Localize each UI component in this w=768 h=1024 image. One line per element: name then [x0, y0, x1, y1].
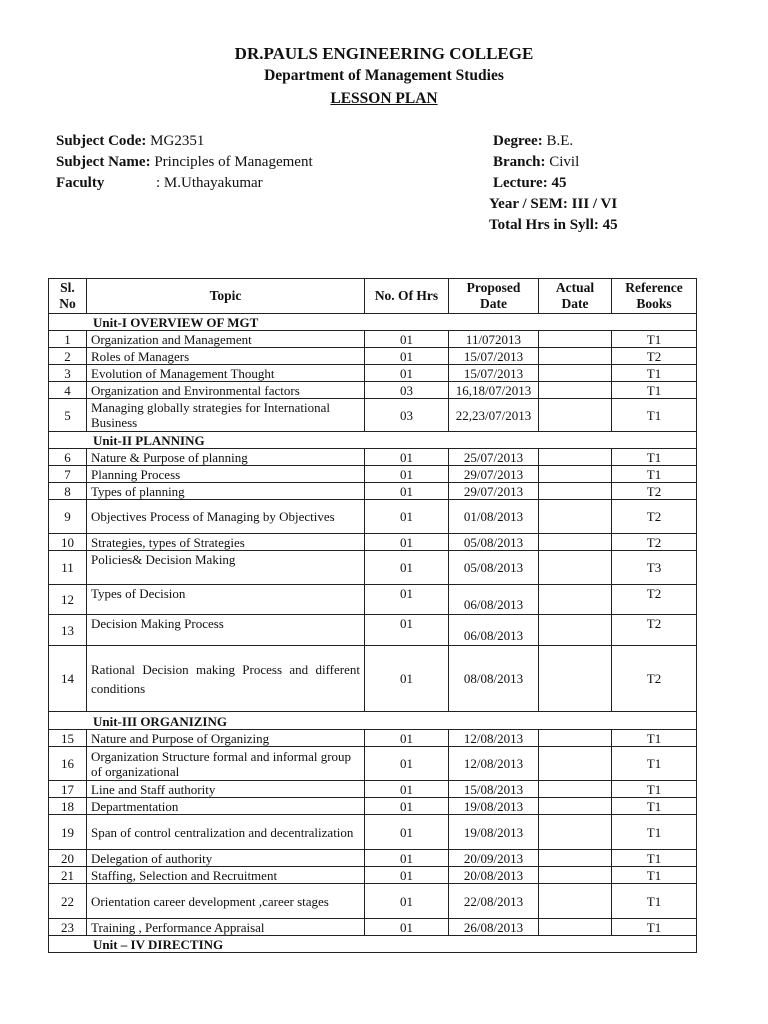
branch-line	[493, 154, 579, 171]
document-title: LESSON PLAN	[330, 90, 438, 107]
table-row	[49, 585, 697, 615]
cell-topic: Staffing, Selection and Recruitment	[87, 867, 365, 884]
cell-actual-date	[539, 798, 612, 815]
cell-proposed-date: 19/08/2013	[449, 815, 539, 850]
cell-actual-date	[539, 585, 612, 615]
cell-actual-date	[539, 919, 612, 936]
cell-topic: Organization and Environmental factors	[87, 382, 365, 399]
table-header-row	[49, 279, 697, 314]
cell-proposed-date: 22/08/2013	[449, 884, 539, 919]
cell-proposed-date: 26/08/2013	[449, 919, 539, 936]
faculty-line	[56, 175, 263, 192]
header-no-of-hrs: No. Of Hrs	[365, 279, 449, 314]
cell-hrs: 01	[365, 615, 449, 646]
cell-actual-date	[539, 331, 612, 348]
subject-code-line	[56, 133, 204, 150]
cell-ref: T1	[612, 798, 697, 815]
cell-ref: T1	[612, 919, 697, 936]
table-row	[49, 399, 697, 432]
cell-proposed-date: 11/072013	[449, 331, 539, 348]
cell-ref: T2	[612, 534, 697, 551]
cell-topic: Types of planning	[87, 483, 365, 500]
cell-hrs: 01	[365, 534, 449, 551]
cell-actual-date	[539, 615, 612, 646]
cell-no: 19	[49, 815, 87, 850]
cell-topic: Organization and Management	[87, 331, 365, 348]
cell-ref: T1	[612, 365, 697, 382]
cell-ref: T1	[612, 867, 697, 884]
cell-proposed-date: 05/08/2013	[449, 534, 539, 551]
cell-topic: Managing globally strategies for International Business	[87, 399, 365, 432]
table-row	[49, 365, 697, 382]
unit-title: Unit-III ORGANIZING	[49, 712, 697, 730]
table-row	[49, 730, 697, 747]
header-topic: Topic	[87, 279, 365, 314]
subject-code-value: MG2351	[150, 133, 205, 149]
college-name: DR.PAULS ENGINEERING COLLEGE	[234, 44, 534, 63]
cell-ref: T2	[612, 615, 697, 646]
cell-proposed-date: 15/07/2013	[449, 365, 539, 382]
cell-no: 22	[49, 884, 87, 919]
cell-no: 11	[49, 551, 87, 585]
cell-hrs: 01	[365, 747, 449, 781]
year-sem-line	[489, 196, 617, 213]
cell-hrs: 01	[365, 365, 449, 382]
cell-topic: Nature & Purpose of planning	[87, 449, 365, 466]
cell-hrs: 01	[365, 646, 449, 712]
faculty-value: : M.Uthayakumar	[156, 175, 263, 191]
cell-proposed-date: 06/08/2013	[449, 585, 539, 615]
faculty-label: Faculty	[56, 175, 105, 191]
unit-row	[49, 936, 697, 953]
cell-no: 16	[49, 747, 87, 781]
cell-no: 18	[49, 798, 87, 815]
header-reference-books: Reference Books	[612, 279, 697, 314]
table-row	[49, 483, 697, 500]
cell-proposed-date: 08/08/2013	[449, 646, 539, 712]
cell-actual-date	[539, 867, 612, 884]
cell-topic: Planning Process	[87, 466, 365, 483]
cell-hrs: 01	[365, 331, 449, 348]
cell-no: 15	[49, 730, 87, 747]
cell-topic: Policies& Decision Making	[87, 551, 365, 585]
subject-name-line	[56, 154, 313, 171]
table-row	[49, 781, 697, 798]
cell-ref: T1	[612, 884, 697, 919]
cell-ref: T2	[612, 585, 697, 615]
lecture-value: 45	[551, 175, 567, 191]
cell-ref: T1	[612, 382, 697, 399]
cell-actual-date	[539, 466, 612, 483]
table-row	[49, 867, 697, 884]
cell-topic: Objectives Process of Managing by Objectives	[87, 500, 365, 534]
table-row	[49, 551, 697, 585]
cell-actual-date	[539, 884, 612, 919]
header-actual-date: Actual Date	[539, 279, 612, 314]
cell-topic: Roles of Managers	[87, 348, 365, 365]
cell-proposed-date: 19/08/2013	[449, 798, 539, 815]
cell-actual-date	[539, 534, 612, 551]
cell-ref: T2	[612, 500, 697, 534]
unit-row	[49, 314, 697, 331]
unit-title: Unit-II PLANNING	[49, 432, 697, 449]
cell-actual-date	[539, 365, 612, 382]
cell-proposed-date: 16,18/07/2013	[449, 382, 539, 399]
cell-actual-date	[539, 850, 612, 867]
cell-proposed-date: 15/07/2013	[449, 348, 539, 365]
cell-hrs: 01	[365, 730, 449, 747]
cell-ref: T1	[612, 815, 697, 850]
cell-topic: Nature and Purpose of Organizing	[87, 730, 365, 747]
cell-actual-date	[539, 730, 612, 747]
cell-proposed-date: 12/08/2013	[449, 730, 539, 747]
cell-topic: Delegation of authority	[87, 850, 365, 867]
cell-no: 7	[49, 466, 87, 483]
table-row	[49, 534, 697, 551]
header-proposed-date: Proposed Date	[449, 279, 539, 314]
total-hrs-label: Total Hrs in Syll:	[489, 217, 599, 233]
cell-actual-date	[539, 449, 612, 466]
cell-proposed-date: 15/08/2013	[449, 781, 539, 798]
cell-proposed-date: 29/07/2013	[449, 483, 539, 500]
year-sem-label: Year / SEM:	[489, 196, 568, 212]
degree-line	[493, 133, 573, 150]
cell-ref: T2	[612, 483, 697, 500]
cell-topic: Span of control centralization and decentralization	[87, 815, 365, 850]
cell-hrs: 01	[365, 483, 449, 500]
cell-no: 12	[49, 585, 87, 615]
cell-actual-date	[539, 483, 612, 500]
cell-no: 2	[49, 348, 87, 365]
table-row	[49, 466, 697, 483]
cell-proposed-date: 20/09/2013	[449, 850, 539, 867]
cell-no: 20	[49, 850, 87, 867]
table-row	[49, 646, 697, 712]
subject-name-label: Subject Name:	[56, 154, 151, 170]
cell-hrs: 01	[365, 585, 449, 615]
cell-no: 6	[49, 449, 87, 466]
cell-actual-date	[539, 646, 612, 712]
table-row	[49, 348, 697, 365]
table-row	[49, 747, 697, 781]
cell-hrs: 01	[365, 781, 449, 798]
cell-ref: T1	[612, 730, 697, 747]
cell-topic: Organization Structure formal and informal group of organizational	[87, 747, 365, 781]
table-row	[49, 815, 697, 850]
cell-no: 9	[49, 500, 87, 534]
cell-ref: T1	[612, 747, 697, 781]
cell-hrs: 01	[365, 551, 449, 585]
cell-topic: Departmentation	[87, 798, 365, 815]
total-hrs-value: 45	[602, 217, 618, 233]
cell-actual-date	[539, 399, 612, 432]
cell-no: 1	[49, 331, 87, 348]
cell-no: 17	[49, 781, 87, 798]
cell-hrs: 01	[365, 798, 449, 815]
cell-hrs: 01	[365, 867, 449, 884]
cell-topic: Decision Making Process	[87, 615, 365, 646]
cell-proposed-date: 29/07/2013	[449, 466, 539, 483]
cell-actual-date	[539, 781, 612, 798]
cell-ref: T1	[612, 399, 697, 432]
cell-hrs: 01	[365, 449, 449, 466]
cell-actual-date	[539, 551, 612, 585]
table-row	[49, 884, 697, 919]
unit-title: Unit-I OVERVIEW OF MGT	[49, 314, 697, 331]
cell-no: 10	[49, 534, 87, 551]
cell-actual-date	[539, 815, 612, 850]
cell-hrs: 01	[365, 466, 449, 483]
subject-code-label: Subject Code:	[56, 133, 147, 149]
cell-topic: Line and Staff authority	[87, 781, 365, 798]
cell-no: 8	[49, 483, 87, 500]
cell-no: 5	[49, 399, 87, 432]
cell-hrs: 01	[365, 348, 449, 365]
cell-ref: T1	[612, 781, 697, 798]
cell-ref: T2	[612, 348, 697, 365]
cell-actual-date	[539, 747, 612, 781]
cell-proposed-date: 01/08/2013	[449, 500, 539, 534]
cell-hrs: 01	[365, 884, 449, 919]
cell-hrs: 03	[365, 399, 449, 432]
cell-proposed-date: 12/08/2013	[449, 747, 539, 781]
cell-topic: Orientation career development ,career stages	[87, 884, 365, 919]
degree-value: B.E.	[546, 133, 574, 149]
cell-hrs: 03	[365, 382, 449, 399]
cell-actual-date	[539, 348, 612, 365]
cell-proposed-date: 20/08/2013	[449, 867, 539, 884]
cell-ref: T1	[612, 850, 697, 867]
table-row	[49, 798, 697, 815]
lecture-label: Lecture:	[493, 175, 548, 191]
table-row	[49, 500, 697, 534]
cell-no: 23	[49, 919, 87, 936]
cell-no: 21	[49, 867, 87, 884]
cell-no: 4	[49, 382, 87, 399]
table-row	[49, 449, 697, 466]
table-row	[49, 331, 697, 348]
table-row	[49, 615, 697, 646]
cell-hrs: 01	[365, 850, 449, 867]
cell-proposed-date: 06/08/2013	[449, 615, 539, 646]
branch-value: Civil	[549, 154, 580, 170]
unit-title: Unit – IV DIRECTING	[49, 936, 697, 953]
cell-ref: T3	[612, 551, 697, 585]
cell-hrs: 01	[365, 815, 449, 850]
cell-hrs: 01	[365, 500, 449, 534]
year-sem-value: III / VI	[571, 196, 618, 212]
table-row	[49, 382, 697, 399]
header-sl-no: Sl. No	[49, 279, 87, 314]
cell-ref: T1	[612, 331, 697, 348]
table-row	[49, 850, 697, 867]
unit-row	[49, 432, 697, 449]
cell-no: 3	[49, 365, 87, 382]
cell-actual-date	[539, 500, 612, 534]
branch-label: Branch:	[493, 154, 546, 170]
total-hrs-line	[489, 217, 618, 234]
cell-proposed-date: 22,23/07/2013	[449, 399, 539, 432]
lecture-line	[493, 175, 566, 192]
department-name: Department of Management Studies	[264, 67, 504, 84]
cell-topic: Strategies, types of Strategies	[87, 534, 365, 551]
cell-no: 13	[49, 615, 87, 646]
cell-topic: Evolution of Management Thought	[87, 365, 365, 382]
cell-ref: T1	[612, 449, 697, 466]
cell-ref: T1	[612, 466, 697, 483]
cell-proposed-date: 25/07/2013	[449, 449, 539, 466]
table-row	[49, 919, 697, 936]
cell-topic: Training , Performance Appraisal	[87, 919, 365, 936]
cell-proposed-date: 05/08/2013	[449, 551, 539, 585]
cell-topic: Rational Decision making Process and different conditions	[87, 646, 365, 712]
cell-topic: Types of Decision	[87, 585, 365, 615]
cell-hrs: 01	[365, 919, 449, 936]
degree-label: Degree:	[493, 133, 543, 149]
cell-no: 14	[49, 646, 87, 712]
cell-ref: T2	[612, 646, 697, 712]
cell-actual-date	[539, 382, 612, 399]
unit-row	[49, 712, 697, 730]
subject-name-value: Principles of Management	[154, 154, 313, 170]
lesson-plan-table	[48, 278, 697, 953]
